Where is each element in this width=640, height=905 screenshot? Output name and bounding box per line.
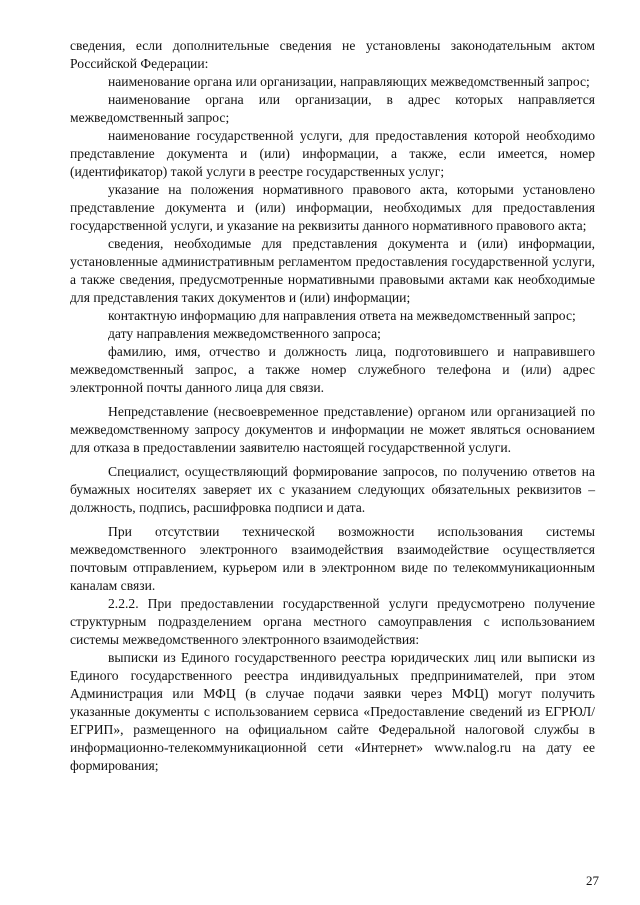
page-number: 27 xyxy=(586,873,599,888)
paragraph-6: сведения, необходимые для представления документа и (или) информации, установленные административным регламентом предоставления государственной услуги, а также сведения, предусмотренные нормативными правовыми актами как необходимые для представления таких документов и (или) информации; xyxy=(70,236,595,305)
paragraph-10: Непредставление (несвоевременное представление) органом или организацией по межведомственному запросу документов и информации не может являться основанием для отказа в предоставлении заявителю настоящей государственной услуги. xyxy=(70,404,595,455)
paragraph-5: указание на положения нормативного правового акта, которыми установлено представление документа и (или) информации, необходимых для предоставления государственной услуги, и указание на реквизиты данного нормативного правового акта; xyxy=(70,182,595,233)
paragraph-8: дату направления межведомственного запроса; xyxy=(108,326,381,341)
paragraph-13: 2.2.2. При предоставлении государственной услуги предусмотрено получение структурным подразделением органа местного самоуправления с использованием системы межведомственного электронного взаимодействия: xyxy=(70,596,595,647)
paragraph-2: наименование органа или организации, направляющих межведомственный запрос; xyxy=(108,74,590,89)
paragraph-14: выписки из Единого государственного реестра юридических лиц или выписки из Единого государственного реестра индивидуальных предпринимателей, при этом Администрация или МФЦ (в случае подачи заявки через МФЦ) могут получить указанные документы с использованием сервиса «Предоставление сведений из ЕГРЮЛ/ЕГРИП», размещенного на официальном сайте Федеральной налоговой службы в информационно-телекоммуникационной сети «Интернет» www.nalog.ru на дату ее формирования; xyxy=(70,650,595,773)
paragraph-1: сведения, если дополнительные сведения не установлены законодательным актом Российской Федерации: xyxy=(70,38,595,71)
paragraph-12: При отсутствии технической возможности использования системы межведомственного электронного взаимодействия взаимодействие осуществляется почтовым отправлением, курьером или в электронном виде по телекоммуникационным каналам связи. xyxy=(70,524,595,593)
paragraph-11: Специалист, осуществляющий формирование запросов, по получению ответов на бумажных носителях заверяет их с указанием следующих обязательных реквизитов – должность, подпись, расшифровка подписи и дата. xyxy=(70,464,595,515)
paragraph-7: контактную информацию для направления ответа на межведомственный запрос; xyxy=(108,308,576,323)
paragraph-4: наименование государственной услуги, для предоставления которой необходимо представление документа и (или) информации, а также, если имеется, номер (идентификатор) такой услуги в реестре государственных услуг; xyxy=(70,128,595,179)
paragraph-9: фамилию, имя, отчество и должность лица, подготовившего и направившего межведомственный запрос, а также номер служебного телефона и (или) адрес электронной почты данного лица для связи. xyxy=(70,344,595,395)
paragraph-3: наименование органа или организации, в адрес которых направляется межведомственный запрос; xyxy=(70,92,595,125)
document-body xyxy=(70,37,595,775)
